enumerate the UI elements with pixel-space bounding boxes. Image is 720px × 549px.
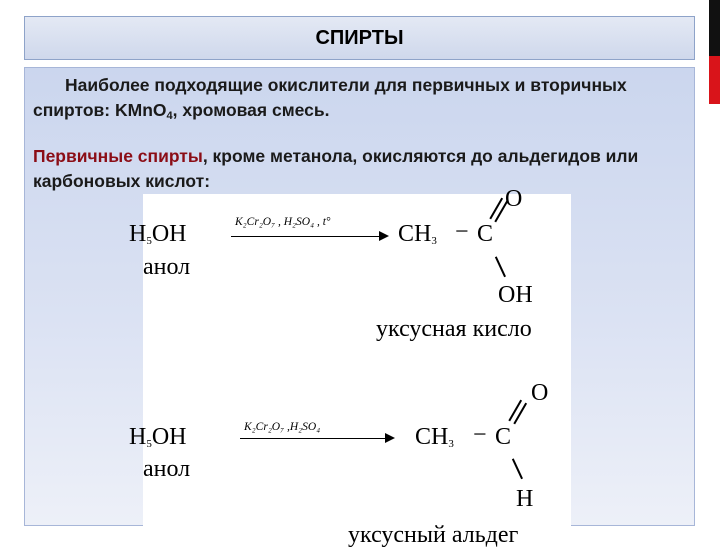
reaction1-product-dash: −	[455, 219, 469, 245]
reaction2-arrowhead	[385, 433, 395, 443]
slide-title: СПИРТЫ	[315, 27, 404, 49]
reaction1-product-ch3: $CH_3$	[398, 221, 437, 247]
reaction1-product-carbon: C	[477, 221, 494, 247]
reaction2-arrow	[240, 438, 387, 439]
reaction2-product-ch3: $CH_3$	[415, 424, 454, 450]
reaction-scheme-image	[129, 186, 571, 548]
reaction1-single-bond	[495, 256, 506, 277]
reaction2-product-dash: −	[473, 422, 487, 448]
reaction1-reactant-formula: $H_5OH$	[129, 221, 187, 247]
reaction2-product-carbon: C	[495, 424, 512, 450]
primary-alcohols-text: , кроме метанола, окисляются до альдегидов или карбоновых кислот:	[33, 146, 639, 191]
reaction2-reactant-name: анол	[143, 456, 191, 482]
reaction1-conditions: K₂Cr₂O₇ , H₂SO₄ , t°	[235, 216, 331, 228]
oxidizers-paragraph	[33, 73, 673, 129]
reaction1-bottom-group: OH	[498, 282, 533, 308]
oxidizers-tail: , хромовая смесь.	[172, 100, 330, 120]
reaction1-product-name: уксусная кисло	[376, 316, 532, 342]
reaction2-conditions: K₂Cr₂O₇ ,H₂SO₄	[244, 421, 321, 433]
title-bar	[24, 16, 695, 60]
reaction1-arrow	[231, 236, 381, 237]
reaction1-top-oxygen: O	[505, 186, 523, 212]
side-accent-black	[709, 0, 720, 56]
reaction2-top-oxygen: O	[531, 380, 549, 406]
reaction1-arrowhead	[379, 231, 389, 241]
primary-alcohols-paragraph	[33, 144, 673, 194]
primary-alcohols-highlight: Первичные спирты	[33, 146, 203, 166]
reaction1-reactant-name: анол	[143, 254, 191, 280]
side-accent-red	[709, 56, 720, 104]
reaction2-single-bond	[512, 458, 523, 479]
reaction2-bottom-group: H	[516, 486, 534, 512]
kmno4-subscript: 4	[166, 110, 173, 122]
reaction2-product-name: уксусный альдег	[348, 522, 519, 548]
reaction2-reactant-formula: $H_5OH$	[129, 424, 187, 450]
oxidizers-text: Наиболее подходящие окислители для первичных и вторичных спиртов: KMnO	[33, 75, 627, 120]
